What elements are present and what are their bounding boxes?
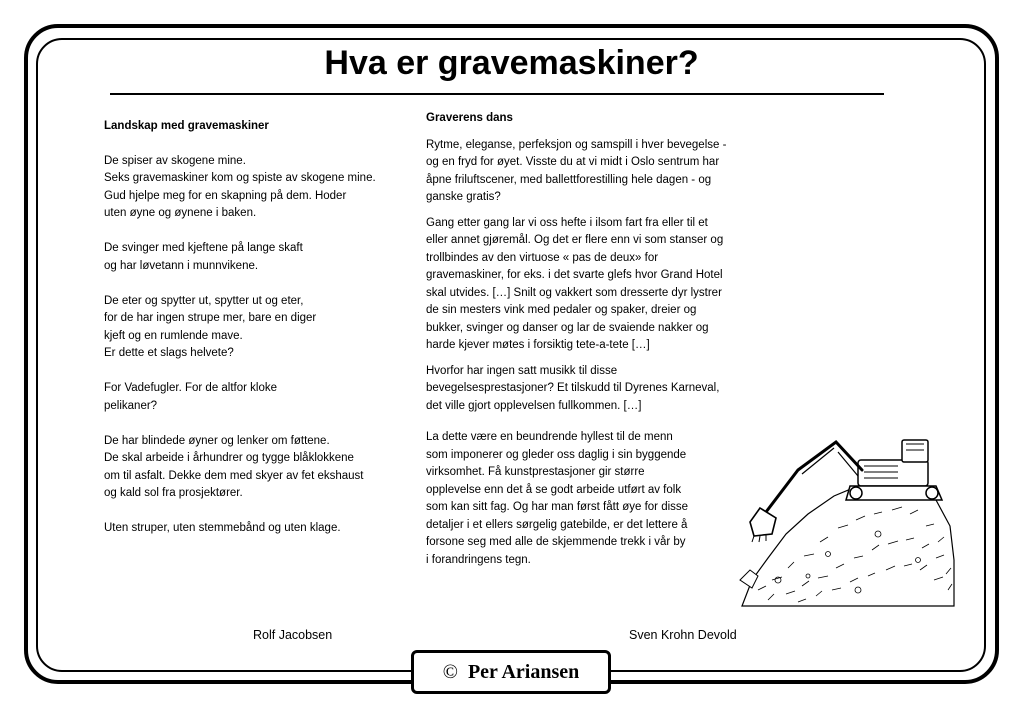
- poem-stanzas: [104, 153, 404, 538]
- poem-column: [104, 118, 404, 555]
- essay-line: gravemaskiner, for eks. i det svarte glefs hvor Grand Hotel: [426, 269, 723, 281]
- essay-line: som imponerer og gleder oss daglig i sin byggende: [426, 448, 687, 461]
- essay-line: de sin mesters vink med pedaler og spaker, dreier og: [426, 304, 697, 316]
- essay-line: ganske gratis?: [426, 191, 501, 203]
- title-divider: [110, 93, 884, 95]
- poem-line: De spiser av skogene mine.: [104, 154, 246, 167]
- essay-line: og en fryd for øyet. Visste du at vi midt i Oslo sentrum har: [426, 156, 720, 168]
- copyright-symbol: ©: [442, 660, 458, 683]
- essay-line: skal utvides. […] Snilt og vakkert som dresserte dyr lystrer: [426, 286, 722, 299]
- essay-paragraph: [426, 363, 746, 416]
- essay-line: Rytme, eleganse, perfeksjon og samspill i hver bevegelse -: [426, 138, 727, 151]
- essay-line: bukker, svinger og danser og lar de svaiende nakker og: [426, 321, 709, 334]
- essay-line: detaljer i et ellers sørgelig gatebilde, er det lettere å: [426, 518, 688, 531]
- essay-author: Sven Krohn Devold: [629, 628, 737, 642]
- poem-line: Gud hjelpe meg for en skapning på dem. Hoder: [104, 189, 347, 202]
- copyright-name: Per Ariansen: [467, 660, 580, 683]
- poem-line: De svinger med kjeftene på lange skaft: [104, 242, 303, 254]
- essay-line: trollbindes av den virtuose « pas de deux» for: [426, 251, 659, 264]
- essay-paragraph: [426, 137, 746, 207]
- essay-line: åpne friluftscener, med ballettforestilling hele dagen - og: [426, 173, 712, 186]
- poem-line: For Vadefugler. For de altfor kloke: [104, 382, 278, 394]
- essay-line: Gang etter gang lar vi oss hefte i ilsom fart fra eller til et: [426, 216, 708, 229]
- essay-column: [426, 110, 746, 577]
- poem-line: Uten struper, uten stemmebånd og uten klage.: [104, 522, 341, 534]
- essay-line: harde kjever møtes i forsiktig tete-a-tete […]: [426, 339, 650, 351]
- essay-paragraph: [426, 215, 746, 355]
- essay-paragraphs: [426, 137, 746, 570]
- poem-title: Landskap med gravemaskiner: [104, 120, 269, 132]
- poem-line: Er dette et slags helvete?: [104, 347, 234, 359]
- copyright-badge: [411, 650, 611, 694]
- poem-line: om til asfalt. Dekke dem med skyer av fet ekshaust: [104, 469, 364, 482]
- poem-stanza: [104, 380, 404, 415]
- essay-line: Hvorfor har ingen satt musikk til disse: [426, 364, 618, 377]
- essay-line: virksomhet. Få kunstprestasjoner gir større: [426, 466, 645, 478]
- essay-line: som kan sitt fag. Og har man først fått øye for disse: [426, 501, 689, 513]
- essay-title: Graverens dans: [426, 112, 513, 124]
- poem-stanza: [104, 433, 404, 503]
- poem-line: De skal arbeide i århundrer og tygge blåklokkene: [104, 452, 354, 464]
- poem-line: og har løvetann i munnvikene.: [104, 259, 259, 272]
- essay-line: forsone seg med alle de skjemmende trekk i vår by: [426, 536, 686, 548]
- poem-line: De har blindede øyner og lenker om føttene.: [104, 434, 330, 447]
- poem-line: uten øyne og øynene i baken.: [104, 207, 257, 219]
- essay-line: bevegelsesprestasjoner? Et tilskudd til Dyrenes Karneval,: [426, 382, 720, 394]
- essay-line: i forandringens tegn.: [426, 553, 531, 566]
- poem-line: Seks gravemaskiner kom og spiste av skogene mine.: [104, 172, 376, 184]
- essay-line: det ville gjort opplevelsen fullkommen. […]: [426, 399, 642, 412]
- essay-line: La dette være en beundrende hyllest til de menn: [426, 431, 673, 443]
- poem-line: og kald sol fra prosjektører.: [104, 487, 243, 499]
- essay-line: eller annet gjøremål. Og det er flere enn vi som stanser og: [426, 234, 724, 246]
- poem-stanza: [104, 240, 404, 275]
- poem-line: kjeft og en rumlende mave.: [104, 329, 243, 342]
- page-title: Hva er gravemaskiner?: [324, 44, 699, 82]
- poem-line: for de har ingen strupe mer, bare en diger: [104, 312, 317, 324]
- poem-line: pelikaner?: [104, 399, 158, 412]
- poem-stanza: [104, 293, 404, 363]
- excavator-drawing-icon: [738, 430, 956, 608]
- poem-stanza: [104, 153, 404, 223]
- poem-author: Rolf Jacobsen: [253, 628, 333, 642]
- essay-paragraph: [426, 429, 746, 569]
- poem-stanza: [104, 520, 404, 538]
- essay-line: opplevelse enn det å se godt arbeide utført av folk: [426, 483, 682, 496]
- poem-line: De eter og spytter ut, spytter ut og eter,: [104, 294, 304, 307]
